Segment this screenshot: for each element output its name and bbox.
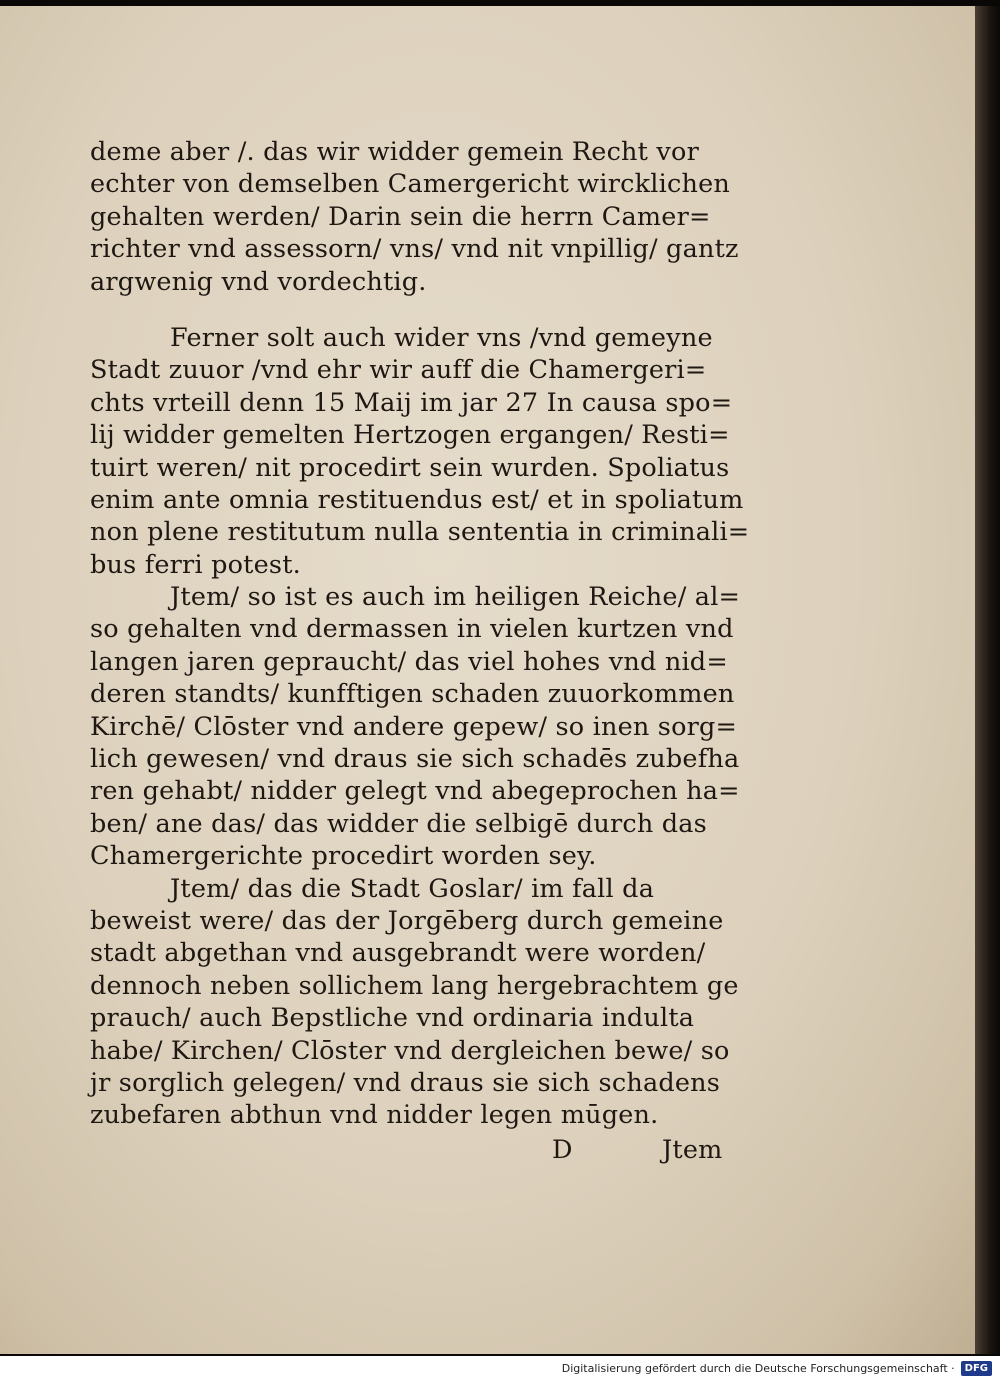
paragraph bbox=[90, 136, 750, 298]
paragraph bbox=[90, 873, 750, 1132]
paragraph bbox=[90, 322, 750, 581]
text-line: habe/ Kirchen/ Clōster vnd dergleichen bewe/ so bbox=[90, 1035, 730, 1066]
text-line: chts vrteill denn 15 Maij im jar 27 In causa spo= bbox=[90, 387, 733, 418]
text-line: deme aber /. das wir widder gemein Recht vor bbox=[90, 137, 699, 167]
text-line: so gehalten vnd dermassen in vielen kurtzen vnd bbox=[90, 614, 734, 645]
page-foot bbox=[90, 1134, 750, 1166]
signature-mark: D bbox=[552, 1134, 573, 1165]
text-line: bus ferri potest. bbox=[90, 549, 301, 580]
text-line: jr sorglich gelegen/ vnd draus sie sich schadens bbox=[90, 1067, 721, 1098]
text-line: ben/ ane das/ das widder die selbigē durch das bbox=[90, 808, 707, 839]
text-line: richter vnd assessorn/ vns/ vnd nit vnpillig/ gantz bbox=[90, 234, 739, 265]
text-line: lij widder gemelten Hertzogen ergangen/ Resti= bbox=[90, 420, 730, 451]
paragraph-gap bbox=[90, 298, 750, 322]
paragraph bbox=[90, 581, 750, 873]
text-line: Stadt zuuor /vnd ehr wir auff die Chamergeri= bbox=[90, 355, 707, 386]
text-line: argwenig vnd vordechtig. bbox=[90, 266, 427, 297]
text-line: Chamergerichte procedirt worden sey. bbox=[90, 841, 597, 872]
text-line: enim ante omnia restituendus est/ et in spoliatum bbox=[90, 484, 744, 515]
text-line: dennoch neben sollichem lang hergebrachtem ge bbox=[90, 970, 739, 1001]
text-line: ren gehabt/ nidder gelegt vnd abegeprochen ha= bbox=[90, 776, 740, 807]
text-line: Jtem/ so ist es auch im heiligen Reiche/ al= bbox=[170, 582, 741, 613]
text-line: tuirt weren/ nit procedirt sein wurden. Spoliatus bbox=[90, 452, 730, 483]
text-line: beweist were/ das der Jorgēberg durch gemeine bbox=[90, 905, 724, 936]
text-line: deren standts/ kunfftigen schaden zuuorkommen bbox=[90, 679, 735, 710]
text-line: Jtem/ das die Stadt Goslar/ im fall da bbox=[170, 873, 655, 904]
text-line: Kirchē/ Clōster vnd andere gepew/ so inen sorg= bbox=[90, 711, 738, 742]
footer-bar bbox=[0, 1356, 1000, 1380]
footer-credit: Digitalisierung gefördert durch die Deutsche Forschungsgemeinschaft · bbox=[561, 1361, 955, 1375]
text-line: prauch/ auch Bepstliche vnd ordinaria indulta bbox=[90, 1003, 695, 1034]
text-line: stadt abgethan vnd ausgebrandt were worden/ bbox=[90, 938, 706, 969]
document-page bbox=[0, 6, 975, 1354]
text-line: non plene restitutum nulla sententia in criminali= bbox=[90, 517, 750, 548]
text-line: gehalten werden/ Darin sein die herrn Camer= bbox=[90, 201, 711, 232]
page-edge bbox=[975, 6, 1000, 1354]
text-line: langen jaren gepraucht/ das viel hohes vnd nid= bbox=[90, 646, 728, 677]
text-line: echter von demselben Camergericht wircklichen bbox=[90, 169, 731, 200]
dfg-logo-icon: DFG bbox=[961, 1361, 992, 1376]
text-line: Ferner solt auch wider vns /vnd gemeyne bbox=[170, 322, 713, 353]
page-text bbox=[90, 136, 750, 1166]
text-line: zubefaren abthun vnd nidder legen mūgen. bbox=[90, 1100, 659, 1131]
text-line: lich gewesen/ vnd draus sie sich schadēs zubefha bbox=[90, 744, 740, 775]
catchword: Jtem bbox=[662, 1134, 723, 1165]
